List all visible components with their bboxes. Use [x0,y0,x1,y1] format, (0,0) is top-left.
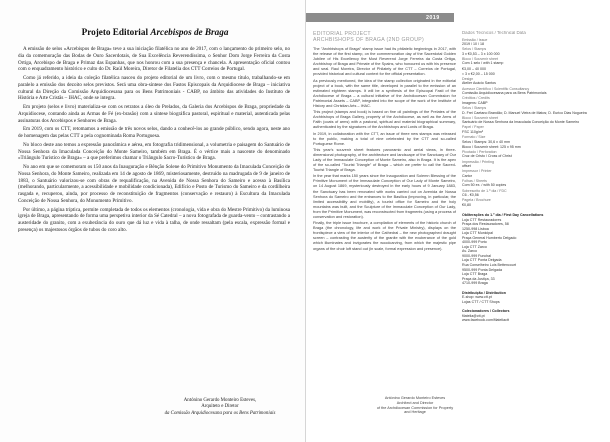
technical-data-item [462,125,604,134]
signature-block [150,398,290,417]
first-day-line: 1250-998 Lisboa [462,226,489,231]
technical-data-label: Acessor Científico / Scientific Consultancy [462,86,530,91]
technical-data-value: offset [462,164,471,169]
technical-data-item [462,198,604,207]
signature-title: Arquiteto e Diretor [201,404,239,410]
distribution-heading: Distribuição / Distribution [462,290,506,295]
technical-data-value: FSC 110g/m² [462,129,484,134]
year-label: 2019 [426,14,440,21]
portuguese-body [18,46,290,316]
technical-data-label: Créditos / Credits [462,96,490,101]
technical-data-item [462,189,604,198]
first-day-line: Loja CTT Restauradores [462,217,502,222]
technical-data-value: 3 x €0,53 – 3 x 100 000 [462,51,500,56]
paragraph: Em projeto (selos e livro) materializa-se com os retratos a óleo do Prelados, da Galeria dos Arcebispos de Braga, propriedade da Arquidiocese, contando ainda as Armas de Fé (ex-brasão) com a síntese biográfica pastoral, espiritual e material, autenticada pelas assinaturas dos Arcebispos e Senhores de Braga. [18,104,290,124]
technical-data-item [462,116,604,125]
signature-role: da Comissão Arquidiocesana para os Bens Patrimoniais [164,410,276,416]
technical-data-label: Sobrescrito de 1.º dia / FDC [462,188,507,193]
technical-data-label: Selos / Stamps [462,47,487,52]
spacer [462,286,604,289]
technical-data-item [462,160,604,169]
title-italic: Arcebispos de Braga [150,27,229,37]
distribution-line: Lojas CTT / CTT Shops [462,299,500,304]
technical-data-value: Bloco / Souvenir sheet: 125 x 95 mm [462,144,521,149]
first-day-line: Loja CTT Zarco [462,244,487,249]
first-day-line: Loja CTT Braga [462,272,488,277]
technical-data-item [462,57,604,66]
technical-data-value: ≈ 3 x €2,00 – 15 000 [462,71,495,76]
technical-data-label: Pagela / Brochure [462,198,491,203]
first-day-line: Praça da Justiça, 33 [462,276,495,281]
first-day-line: 4710-999 Braga [462,281,488,286]
technical-data-value: Comissão Arquidiocesana para os Bens Patrimoniais [462,91,547,96]
collectors-heading: Colecionadores / Collectors [462,309,510,314]
first-day-list [462,218,604,286]
technical-data-value: 2019 / 10 / 18 [462,42,484,47]
paragraph: No ano em que se comemoram os 150 anos da Inauguração e Bênção Solene do Primitivo Monumento da Imaculada Conceição de Nossa Senhora, do Monte Sameiro, realizada em 14 de agosto de 1869, misteriosamente, destruído na madrugada de 9 de janeiro de 1883, o Santuário valorizou-se com obras de requalificação, na Avenida de Nossa Senhora do Sameiro e acesso à Basílica (melhorando, particularmente, a acessibilidade e mobilidade condicionada), Edifício e Posto de Turismo do Sameiro e da cordilheira rasgada e, recuperou, ainda, por processo de reconstituição de fragmentos (conservação e restauro) à Escultura da Imaculada Conceição de Nossa Senhora, do Monumento Primitivo. [18,164,290,204]
first-day-line: 9000-999 Funchal [462,253,491,258]
technical-data-item [462,47,604,56]
technical-data-value: Cruz de Cristo / Cross of Christ [462,154,512,159]
technical-data-value: Imagens: CABP [462,100,488,105]
signature-title: Architect and Director [396,400,434,405]
technical-data-item [462,145,604,150]
first-day-line: 9500-999 Ponta Delgada [462,267,502,272]
title-prefix: Projeto Editorial [81,27,149,37]
first-day-line: Loja CTT Municipal [462,231,493,236]
technical-data-item [462,135,604,144]
technical-data-value: Cartor [462,173,472,178]
technical-data-list [462,38,604,208]
technical-data-value: €0,80 [462,202,471,207]
first-day-line: Praça dos Restauradores, 58 [462,222,509,227]
distribution-list [462,295,604,304]
technical-data-column [462,31,604,436]
english-body [313,47,456,388]
technical-data-item [462,38,604,47]
technical-data-label: Emissão / Issue [462,37,488,42]
paragraph: In the year that marks 150 years since the Inauguration and Solemn Blessing of the Primitive Monument of the Immaculate Conception of Our Lady of Monte Sameiro, on 14 August 1869, mysteriously destroyed in the early hours of 9 January 1883, the Sanctuary has been renovated with works carried out on Avenida de Nossa Senhora do Sameiro and the entrances to the Basilica (improving, in particular, the limited accessibility and mobility), a tourist office for Sameiro and the holy mountains was built, and the Sculpture of the Immaculate Conception of Our Lady, from the Primitive Monument, was reconstructed from fragments (using a process of conservation and restoration). [313,174,456,219]
paragraph: The "Archbishops of Braga" stamp issue had its philatelic beginnings in 2017, with the release of the first stamp, on the commemoration day of the Sacerdotal Golden Jubilee of His Excellency the Most Reverend Jorge Ferreira da Costa Ortiga, Archbishop of Braga and Primate of the Spains, who honoured us with his presence and seal. Raul Moreira, Director of Philately of the CTT – Correios de Portugal, provided historical and cultural context for the official presentation. [313,47,456,77]
right-page [305,0,610,442]
technical-data-label: Bloco / Souvenir sheet [462,56,498,61]
technical-data-item [462,87,604,96]
paragraph: In 2019, in collaboration with the CTT, an issue of three new stamps was released to the public, making a total of nine celebrated by the CTT and so-called Portuguese Rome. [313,131,456,146]
paragraph: Em 2019, com os CTT, retomamos a emissão de três novos selos, dando a conhecê-los ao grande público, sendo agora, neste ano de homenagem das pelas CTT a pela cognominada Roma Portuguesa. [18,126,290,139]
first-day-line: Av. Zarco [462,249,478,254]
spacer [462,304,604,307]
first-day-line: Praça General Humberto Delgado [462,235,517,240]
page-title [20,27,290,37]
paragraph: This project (stamps and book) is based on fine oil paintings of the Prelates of the Archbishops of Braga Gallery, property of the Archdiocese, as well as the Arms of Faith (coats of arms) with a pastoral, spiritual and material biographical summary, authenticated by the signatures of the Archbishops and Lords of Braga. [313,110,456,130]
technical-data-value: C6 - €0,56 [462,193,479,198]
technical-data-value: Atelier Acácio Santos [462,81,496,86]
signature-name: Antónino Gerardo Monteiro Esteves, [183,398,257,403]
english-title [313,31,453,44]
technical-data-item [462,77,604,86]
first-day-line: Loja CTT Ponta Delgada [462,258,502,263]
paragraph: No bloco deste ano temos a expressão panorâmica e aérea, em fotografia tridimensional, a volumetria e paisagem do Santuário de Nossa Senhora da Imaculada Conceição do Monte Sameiro, também em Braga. É o vértice mais a nascente do denominado «Triângulo Turístico de Braga» – a que preferimos chamar o Triângulo Sacro-Turístico de Braga. [18,141,290,162]
spacer [462,208,604,211]
english-signature-block [376,396,454,415]
technical-data-label: Selos / Stamps [462,105,487,110]
technical-data-value: €3,00 – 40 000 [462,66,486,71]
technical-data-value: Santuário de Nossa Senhora da Imaculada Conceição do Monte Sameiro [462,120,580,125]
english-title-line1: EDITORIAL PROJECT [313,31,371,37]
paragraph: Como já referido, a ideia da coleção filatélica nasceu do projeto editorial de um livro, com o mesmo título, trabalhando-se em paralelo a emissão dos dezoito selos previstos. Será uma obra-síntese dos Fastos Episcopais da Arquidiocese de Braga – iniciativa cultural da Direção da Comissão Arquidiocesana para os Bens Patrimoniais - CABP, no âmbito das atividades do Instituto de História e Arte Cristãs – IHAC, onde se integra. [18,75,290,102]
technical-data-value: Com 50 ex. / with 50 copies [462,183,507,188]
english-title-line2: ARCHBISHOPS OF BRAGA (2ND GROUP) [313,37,425,44]
technical-data-value: Selos / Stamps: 30,6 x 40 mm [462,139,510,144]
paragraph: This year's souvenir sheet features panoramic and aerial views, in three-dimensional photography, of the architecture and landscape of the Sanctuary of Our Lady of the Immaculate Conception of Monte Sameiro, also in Braga. It is the apex of the so-called "Tourist Triangle" of Braga – which we prefer to call the Sacred-Tourist Triangle of Braga. [313,147,456,173]
technical-data-label: Impressor / Printer [462,169,492,174]
paragraph: As previously mentioned, the idea of the stamp collection originated in the editorial project of a book, with the same title, developed in parallel to the emission of an estimated eighteen stamps. It will be a synthesis of the Episcopal Fasti of the Archdiocese of Braga – a cultural initiative of the Archdiocesan Commission for Patrimonial Assets – CABP, integrated into the scope of the work of the Institute of History and Christian Arts – IHAC. [313,78,456,109]
technical-data-item [462,67,604,72]
signature-role: of the Archdiocesan Commission for Property and Heritage [376,405,454,415]
first-day-line: Rua Conselheiro Luís Bettencourt [462,262,516,267]
collectors-line: filatelia@ctt.pt [462,313,485,318]
first-day-heading: Obliterações do 1.º dia / First Day Cancellations [462,212,544,217]
technical-data-item [462,179,604,188]
paragraph: Por último, a página tríptica, permite completada de todos os elementos (cronologia, vida e obra do Mestre Primitivo) da luminosa igreja de Braga, apresentando de forma uma perspetiva interior da Sé Catedral – a nova fotografada de guarda-vento – contrastando a austeridade do granito, com a exuberância do ouro que dá luz e vida à talha, de onde ressaltam (pela escala, expressão formal e presença) os majestosos órgãos de tubos do coro alto. [18,206,290,233]
technical-data-item [462,96,604,105]
technical-data-value: D. Frei Caetano Brandão; D. Manuel Vieira de Matos; D. Eurico Dias Nogueira [462,110,587,115]
distribution-line: E-shop: www.ctt.pt [462,295,492,300]
technical-data-label: Bloco / Souvenir sheet [462,115,498,120]
technical-data-label: Impressão / Printing [462,159,494,164]
technical-data-label: Papel / Paper [462,125,484,130]
technical-data-heading: Dados Técnicos / Technical Data [462,31,526,35]
technical-data-item [462,106,604,115]
signature-name: Antónino Gerardo Monteiro Esteves [384,396,446,400]
paragraph: Finally, the triple issue brochure, a compilation of elements of the historic church of Braga (the chronology, life and work of the Private Ministry), displays on the frontispiece a view of the interior of the Cathedral – the new photographed draught screen – contrasting the austerity of the granite with the exuberance of the gold which illuminates and invigorates the woodcarving, from which the majestic pipe organs of the choir loft stand out (in scale, formal expression and presence). [313,221,456,251]
technical-data-value: Com 1 selo / with 1 stamp [462,61,504,66]
first-day-line: 4000-999 Porto [462,240,487,245]
technical-data-item [462,72,604,77]
collectors-list [462,314,604,323]
technical-data-item [462,169,604,178]
technical-data-label: Folhas / Sheets [462,178,487,183]
paragraph: A emissão de selos «Arcebispos de Braga» teve a sua iniciação filatélica no ano de 2017, com o lançamento do primeiro selo, no dia da comemoração das Bodas de Ouro Sacerdotais, de Sua Excelência Reverendíssima, o Senhor Dom Jorge Ferreira da Costa Ortiga, Arcebispo de Braga e Primaz das Espanhas, que nos honrou com a sua presença e chancela. A apresentação oficial contou com o enquadramento histórico e culto do Dr. Raúl Moreira, Diretor de Filatelia dos CTT Correios de Portugal. [18,46,290,73]
collectors-line: www.facebook.com/filateliactt [462,318,509,323]
technical-data-label: Formato / Size [462,135,486,140]
technical-data-label: Design [462,76,474,81]
technical-data-label: Picotado / Perforation [462,149,497,154]
technical-data-item [462,150,604,159]
